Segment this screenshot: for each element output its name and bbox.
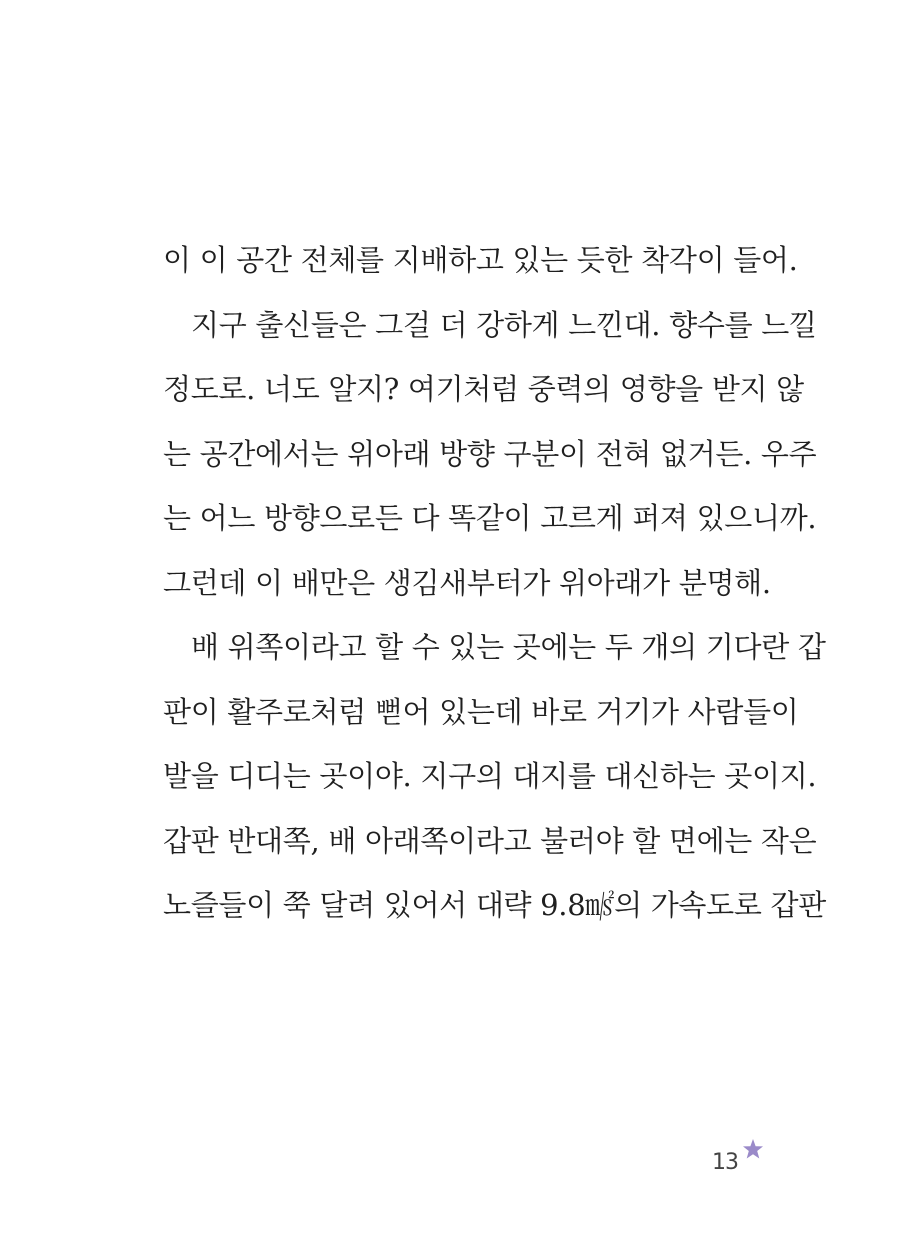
text-line: 노즐들이 쭉 달려 있어서 대략 9.8㎨의 가속도로 갑판 xyxy=(163,888,826,922)
text-line: 는 어느 방향으로든 다 똑같이 고르게 퍼져 있으니까. xyxy=(163,501,817,535)
text-line: 발을 디디는 곳이야. 지구의 대지를 대신하는 곳이지. xyxy=(163,759,817,793)
star-icon xyxy=(742,1138,764,1160)
body-text xyxy=(163,236,826,946)
text-line: 정도로. 너도 알지? 여기처럼 중력의 영향을 받지 않 xyxy=(163,372,804,406)
text-line: 갑판 반대쪽, 배 아래쪽이라고 불러야 할 면에는 작은 xyxy=(163,823,817,858)
text-line: 지구 출신들은 그걸 더 강하게 느낀대. 향수를 느낄 xyxy=(191,307,817,342)
text-line: 판이 활주로처럼 뻗어 있는데 바로 거기가 사람들이 xyxy=(163,694,799,729)
text-line: 이 이 공간 전체를 지배하고 있는 듯한 착각이 들어. xyxy=(163,243,798,277)
text-line: 배 위쪽이라고 할 수 있는 곳에는 두 개의 기다란 갑 xyxy=(191,630,826,664)
page-number: 13 xyxy=(712,1150,738,1175)
text-line: 그런데 이 배만은 생김새부터가 위아래가 분명해. xyxy=(163,565,771,600)
text-line: 는 공간에서는 위아래 방향 구분이 전혀 없거든. 우주 xyxy=(163,436,817,471)
